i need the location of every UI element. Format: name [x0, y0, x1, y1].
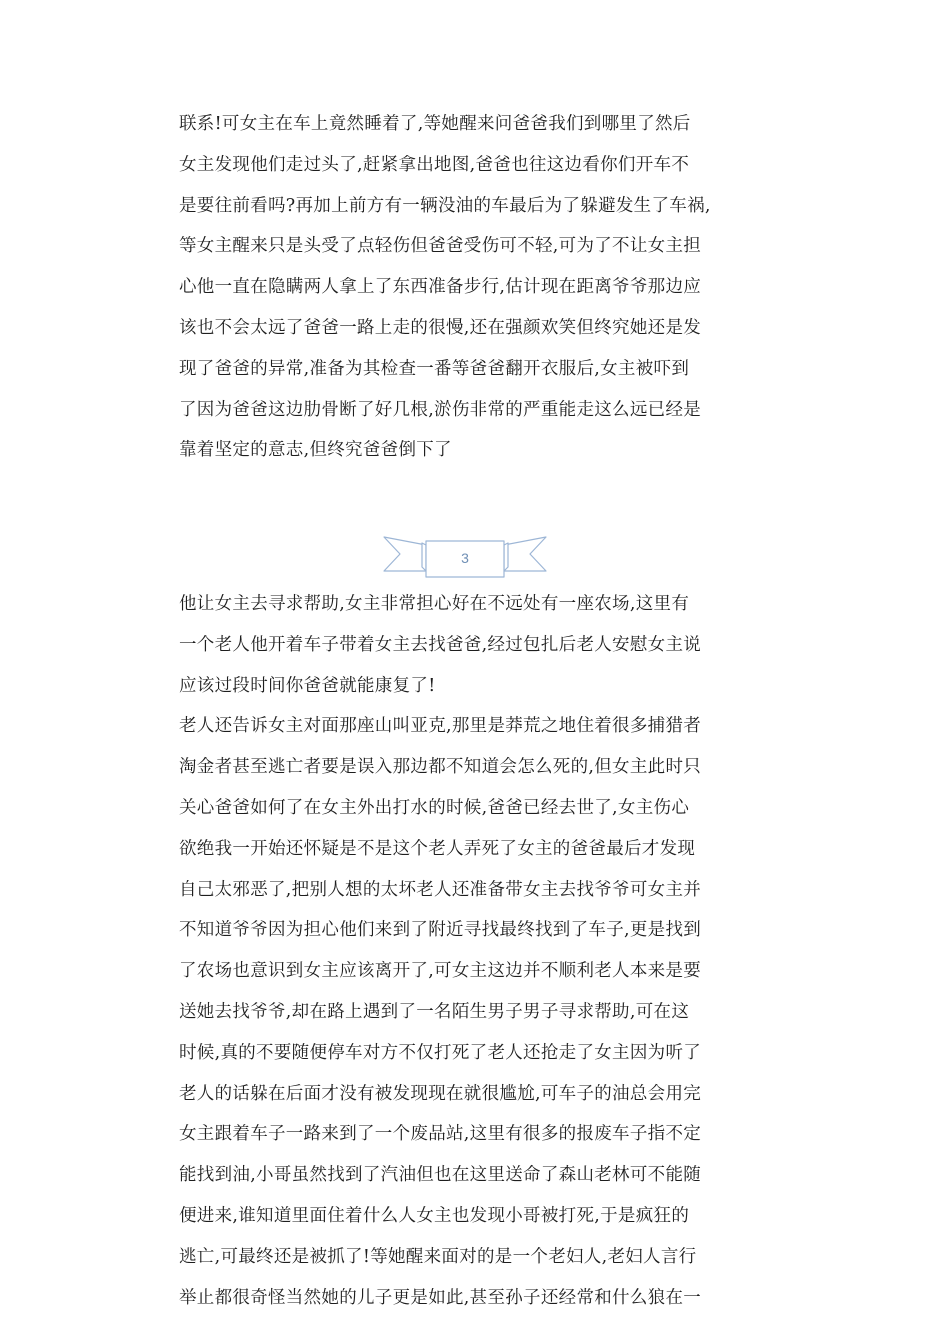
text-line: 老人还告诉女主对面那座山叫亚克,那里是莽荒之地住着很多捕猎者	[179, 716, 702, 737]
section-ribbon-marker	[382, 531, 548, 581]
text-line: 举止都很奇怪当然她的儿子更是如此,甚至孙子还经常和什么狼在一	[179, 1287, 702, 1308]
text-line: 便进来,谁知道里面住着什么人女主也发现小哥被打死,于是疯狂的	[179, 1205, 690, 1226]
text-line: 他让女主去寻求帮助,女主非常担心好在不远处有一座农场,这里有	[179, 594, 690, 614]
paragraph-top	[179, 104, 759, 471]
text-line: 应该过段时间你爸爸就能康复了!	[179, 675, 436, 696]
text-line: 现了爸爸的异常,准备为其检查一番等爸爸翻开衣服后,女主被吓到	[179, 358, 690, 379]
text-line: 该也不会太远了爸爸一路上走的很慢,还在强颜欢笑但终究她还是发	[179, 317, 702, 338]
text-line: 逃亡,可最终还是被抓了!等她醒来面对的是一个老妇人,老妇人言行	[179, 1246, 697, 1267]
text-line: 欲绝我一开始还怀疑是不是这个老人弄死了女主的爸爸最后才发现	[179, 838, 696, 859]
text-line: 时候,真的不要随便停车对方不仅打死了老人还抢走了女主因为听了	[179, 1042, 702, 1063]
paragraph-bottom	[179, 584, 759, 1318]
text-line: 等女主醒来只是头受了点轻伤但爸爸受伤可不轻,可为了不让女主担	[179, 236, 702, 257]
text-line: 靠着坚定的意志,但终究爸爸倒下了	[179, 440, 452, 461]
text-line: 一个老人他开着车子带着女主去找爸爸,经过包扎后老人安慰女主说	[179, 634, 702, 655]
text-line: 了因为爸爸这边肋骨断了好几根,淤伤非常的严重能走这么远已经是	[179, 399, 702, 420]
text-line: 自己太邪恶了,把别人想的太坏老人还准备带女主去找爷爷可女主并	[179, 879, 702, 900]
text-line: 女主跟着车子一路来到了一个废品站,这里有很多的报废车子指不定	[179, 1124, 702, 1145]
text-line: 淘金者甚至逃亡者要是误入那边都不知道会怎么死的,但女主此时只	[179, 757, 702, 778]
section-number: 3	[461, 550, 469, 566]
text-line: 了农场也意识到女主应该离开了,可女主这边并不顺利老人本来是要	[179, 961, 702, 982]
text-line: 能找到油,小哥虽然找到了汽油但也在这里送命了森山老林可不能随	[179, 1165, 702, 1186]
text-line: 老人的话躲在后面才没有被发现现在就很尴尬,可车子的油总会用完	[179, 1083, 702, 1104]
text-line: 送她去找爷爷,却在路上遇到了一名陌生男子男子寻求帮助,可在这	[179, 1001, 690, 1022]
text-line: 关心爸爸如何了在女主外出打水的时候,爸爸已经去世了,女主伤心	[179, 797, 690, 818]
text-line: 心他一直在隐瞒两人拿上了东西准备步行,估计现在距离爷爷那边应	[179, 277, 702, 298]
text-line: 联系!可女主在车上竟然睡着了,等她醒来问爸爸我们到哪里了然后	[179, 114, 691, 134]
text-line: 不知道爷爷因为担心他们来到了附近寻找最终找到了车子,更是找到	[179, 920, 702, 941]
text-line: 是要往前看吗?再加上前方有一辆没油的车最后为了躲避发生了车祸,	[179, 195, 711, 216]
text-line: 女主发现他们走过头了,赶紧拿出地图,爸爸也往这边看你们开车不	[179, 154, 690, 175]
